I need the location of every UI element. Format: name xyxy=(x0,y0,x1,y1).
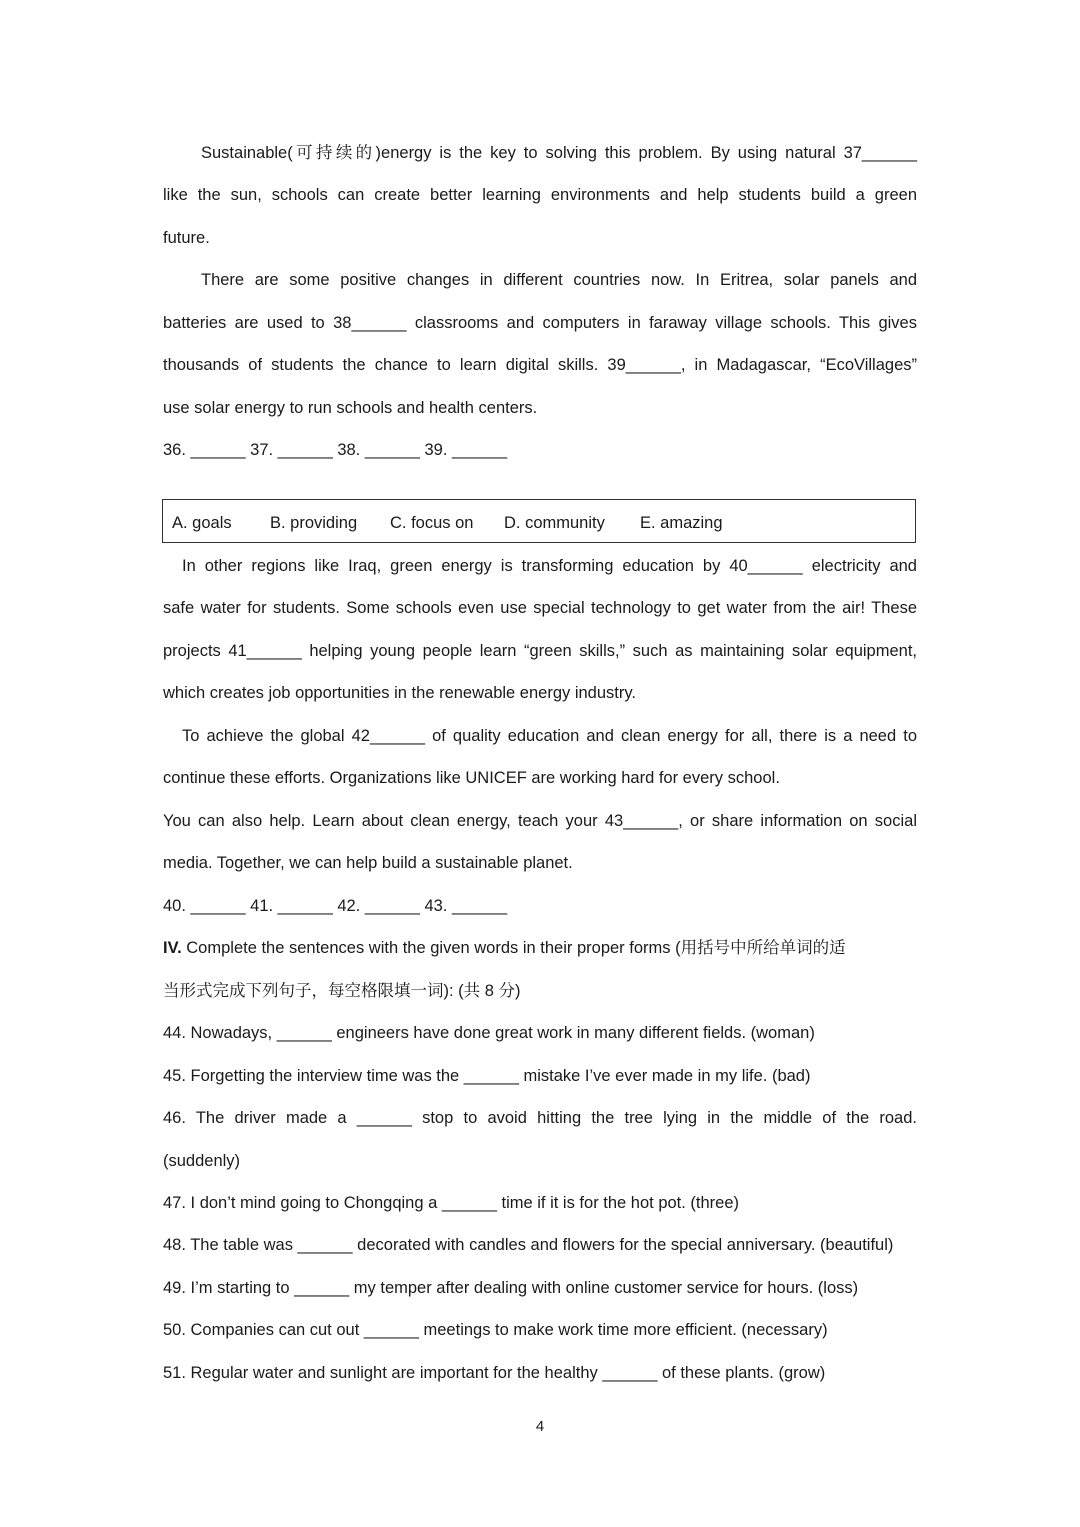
section-iv-heading xyxy=(163,937,917,959)
question-51: 51. Regular water and sunlight are important for the healthy ______ of these plants. (grow) xyxy=(163,1364,826,1382)
section-iv-instruction-line2: 当形式完成下列句子，每空格限填一词): (共 8 分) xyxy=(163,982,521,1000)
para5-line2: media. Together, we can help build a sustainable planet. xyxy=(163,854,573,872)
para3-line2: safe water for students. Some schools even use special technology to get water from the air! These xyxy=(163,599,917,617)
question-45: 45. Forgetting the interview time was the ______ mistake I’ve ever made in my life. (bad) xyxy=(163,1067,811,1085)
question-49: 49. I’m starting to ______ my temper after dealing with online customer service for hours. (loss) xyxy=(163,1279,859,1297)
page-number: 4 xyxy=(535,1418,545,1435)
para2-line3: thousands of students the chance to learn digital skills. 39______, in Madagascar, “EcoVillages” xyxy=(163,356,917,374)
question-50: 50. Companies can cut out ______ meetings to make work time more efficient. (necessary) xyxy=(163,1321,828,1339)
para5-line1: You can also help. Learn about clean energy, teach your 43______, or share information on social xyxy=(163,812,917,830)
para2-line1: There are some positive changes in different countries now. In Eritrea, solar panels and xyxy=(201,271,917,289)
section-iv-label: IV. xyxy=(163,939,182,957)
question-47: 47. I don’t mind going to Chongqing a ______ time if it is for the hot pot. (three) xyxy=(163,1194,740,1212)
para1-line1: Sustainable(可持续的)energy is the key to solving this problem. By using natural 37______ xyxy=(201,144,917,162)
option-e: E. amazing xyxy=(640,514,723,532)
para1-line3: future. xyxy=(163,229,210,247)
answer-blanks-40-43: 40. ______ 41. ______ 42. ______ 43. ______ xyxy=(163,897,508,915)
para1-line2: like the sun, schools can create better learning environments and help students build a green xyxy=(163,186,917,204)
section-iv-instruction: Complete the sentences with the given words in their proper forms (用括号中所给单词的适 xyxy=(186,939,846,957)
para3-line1: In other regions like Iraq, green energy is transforming education by 40______ electricity and xyxy=(182,557,917,575)
answer-blanks-36-39: 36. ______ 37. ______ 38. ______ 39. ______ xyxy=(163,441,508,459)
para2-line2: batteries are used to 38______ classrooms and computers in faraway village schools. This gives xyxy=(163,314,917,332)
option-c: C. focus on xyxy=(390,514,474,532)
question-48: 48. The table was ______ decorated with candles and flowers for the special anniversary. (beautiful) xyxy=(163,1236,894,1254)
para3-line3: projects 41______ helping young people learn “green skills,” such as maintaining solar equipment, xyxy=(163,642,917,660)
question-46-line1: 46. The driver made a ______ stop to avoid hitting the tree lying in the middle of the road. xyxy=(163,1109,917,1127)
option-b: B. providing xyxy=(270,514,358,532)
para4-line1: To achieve the global 42______ of quality education and clean energy for all, there is a need to xyxy=(182,727,917,745)
para2-line4: use solar energy to run schools and health centers. xyxy=(163,399,538,417)
option-a: A. goals xyxy=(172,514,232,532)
question-46-line2: (suddenly) xyxy=(163,1152,241,1170)
question-44: 44. Nowadays, ______ engineers have done great work in many different fields. (woman) xyxy=(163,1024,815,1042)
option-d: D. community xyxy=(504,514,605,532)
para4-line2: continue these efforts. Organizations like UNICEF are working hard for every school. xyxy=(163,769,780,787)
para3-line4: which creates job opportunities in the renewable energy industry. xyxy=(163,684,636,702)
